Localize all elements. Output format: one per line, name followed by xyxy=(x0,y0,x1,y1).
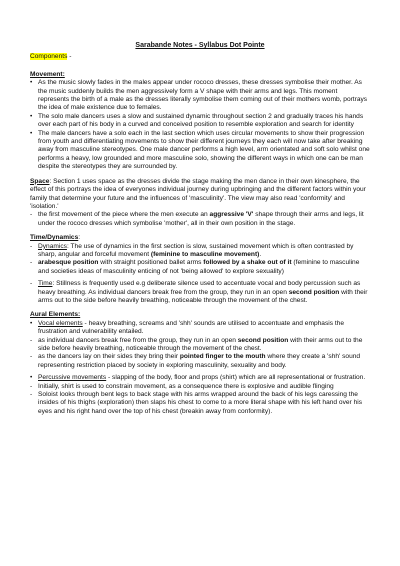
time-bold: second position xyxy=(288,288,340,296)
arabesque-end: (feminine to masculine and societies ideas of masculinity enticing of not 'being allowed' to explore sexuality) xyxy=(38,259,360,275)
vocal-dash-2-text: as the dancers lay on their sides they bring their xyxy=(38,353,180,361)
movement-list xyxy=(30,79,370,171)
space-dash-text-end: shape through their arms and legs, lit under the rococo dresses which symbolise 'mother', all in their own position in the stage. xyxy=(38,211,364,227)
time-list xyxy=(30,243,370,277)
dynamics-item xyxy=(30,243,370,260)
vocal-dash-2 xyxy=(30,353,370,370)
percussive-dash-1: - Initially, shirt is used to constrain movement, as a consequence there is explosive and audible flinging xyxy=(30,383,370,391)
percussive-label: Percussive movements xyxy=(38,374,107,382)
space-text: : Section 1 uses space as the dresses divide the stage making the men dance in their own kinesphere, the effect of this portrays the idea of everyones individual journey during upbringing and the different factors within your family that determine your future and the influences of 'masculinity'. The view may also read 'conformity' and 'isolation.' xyxy=(30,177,366,210)
space-dash-text: the first movement of the piece where the men execute an xyxy=(38,211,210,219)
movement-bullet: • The solo male dancers uses a slow and sustained dynamic throughout section 2 and gradually traces his hands over each part of his body in a curved and conceived position to resemble exploration and search for identity xyxy=(30,113,370,130)
vocal-dash-1-text: as individual dancers break free from the group, they run in an open xyxy=(38,336,238,344)
space-heading: Space xyxy=(30,177,50,185)
movement-bullet: • As the music slowly fades in the males appear under rococo dresses, these dresses symbolise their mother. As the music suddenly builds the men aggressively form a V shape with their arms and legs. This moment represents the birth of a male as the dresses literally symbolise them coming out of their mothers womb, portrays the idea of male existence due to females. xyxy=(30,79,370,113)
dynamics-end: . xyxy=(259,250,262,258)
document-title: Sarabande Notes - Syllabus Dot Pointe xyxy=(135,42,265,49)
time-heading-colon: : xyxy=(78,234,81,242)
aural-list xyxy=(30,320,370,370)
time-heading-line xyxy=(30,234,370,242)
dynamics-text: : The use of dynamics in the first section is slow, sustained movement which is often contrasted by sharp, angular and forceful movement xyxy=(38,242,354,258)
components-line xyxy=(30,53,370,61)
percussive-list xyxy=(30,374,370,416)
components-label: Components xyxy=(30,53,68,61)
vocal-label: Vocal elements xyxy=(38,319,83,327)
movement-heading: Movement: xyxy=(30,70,65,78)
dynamics-bold: (feminine to masculine movement) xyxy=(150,250,260,258)
arabesque-bold-2: followed by a shake out of it xyxy=(203,259,292,267)
arabesque-item xyxy=(30,259,370,276)
time-label: Time xyxy=(38,280,53,288)
space-dash-bold: aggressive 'V' xyxy=(209,211,254,219)
time-list-2 xyxy=(30,280,370,305)
vocal-dash-1-bold: second position xyxy=(237,336,289,344)
vocal-dash-2-end: where they create a 'shh' sound representing restriction placed by society in exploring masculinity, sexuality and body. xyxy=(38,353,361,369)
vocal-text: - heavy breathing, screams and 'shh' sounds are utilised to accentuate and emphasis the frustration and vulnerability entailed. xyxy=(38,319,345,336)
arabesque-text: with straight positioned ballet arms xyxy=(98,259,204,267)
aural-heading: Aural Elements: xyxy=(30,311,81,319)
time-heading: Time/Dynamics xyxy=(30,234,79,242)
movement-bullet: • The male dancers have a solo each in the last section which uses circular movements to show their progression from youth and differentiating movements to show their different journeys they each will now take after breaking away from masculine stereotypes. One male dancer performs a high level, arm orientated and soft solo whilst one performs a heavy, low grounded and more masculine solo, showing the different ways in which one can be man despite the stereotypes they are surrounded by. xyxy=(30,130,370,172)
vocal-item xyxy=(30,320,370,337)
space-list xyxy=(30,211,370,228)
percussive-dash-2: - Soloist looks through bent legs to back stage with his arms wrapped around the back of his legs caressing the insides of his thighs (exploration) then slaps his chest to come to a more literal shape with his left hand over his eyes and his right hand over the top of his chest (breakin away from conformity). xyxy=(30,391,370,416)
vocal-dash-1-end: with their arms out to the side before heavily breathing, noticeable through the movement of the chest. xyxy=(38,336,363,352)
time-item xyxy=(30,280,370,305)
percussive-text: - slapping of the body, floor and props (shirt) which are all representational or frustration. xyxy=(106,374,366,382)
percussive-item xyxy=(30,374,370,382)
arabesque-bold: arabesque position xyxy=(38,259,99,267)
dynamics-label: Dynamics xyxy=(38,242,67,250)
vocal-dash-2-bold: pointed finger to the mouth xyxy=(179,353,266,361)
vocal-dash-1 xyxy=(30,337,370,354)
components-suffix: - xyxy=(67,53,72,61)
space-paragraph xyxy=(30,178,370,212)
time-end: with their arms out to the side before heavily breathing, noticeable through the movement of the chest. xyxy=(38,288,368,304)
space-dash-item xyxy=(30,211,370,228)
time-text: : Stillness is frequently used e.g deliberate silence used to accentuate vocal and body percussion such as heavy breathing. As individual dancers break free from the group, they run in an open xyxy=(38,280,361,296)
